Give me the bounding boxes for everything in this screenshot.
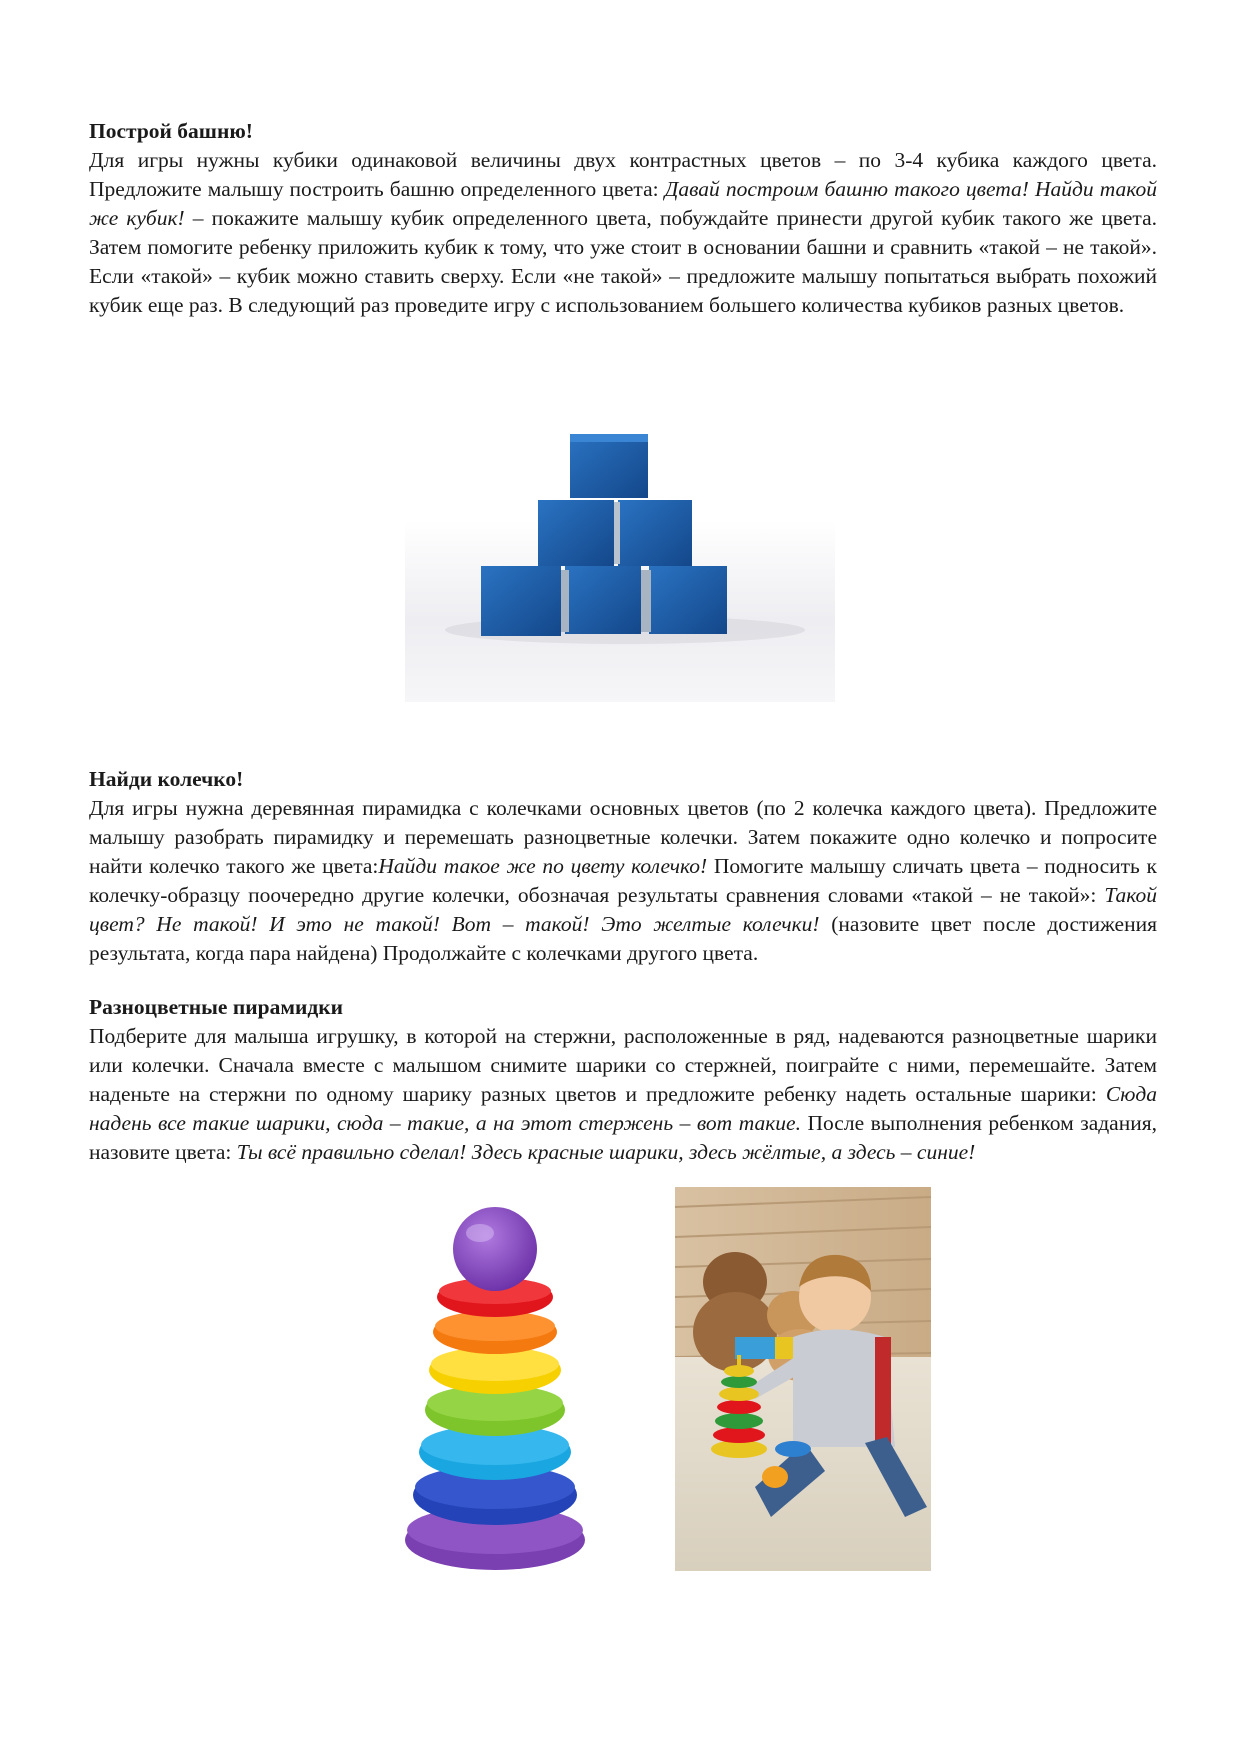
section-title: Разноцветные пирамидки [89, 995, 344, 1019]
section-find-ring [89, 765, 1157, 968]
italic-phrase: Сюда надень все такие шарики, сюда – такие, а на этот стержень – вот такие. [89, 1082, 1157, 1135]
section-title: Найди колечко! [89, 767, 244, 791]
italic-phrase: Давай построим башню такого цвета! Найди такой же кубик! [89, 177, 1157, 230]
section-build-tower [89, 117, 1157, 320]
blue-cubes-image [405, 420, 835, 702]
section-title: Построй башню! [89, 119, 253, 143]
section-paragraph: Для игры нужна деревянная пирамидка с колечками основных цветов (по 2 колечка каждого цвета). Предложите малышу разобрать пирамидку и перемешать разноцветные колечки. Затем покажите одно колечко и попросите найти колечко такого же цвета:Найди такое же по цвету колечко! Помогите малышу сличать цвета – подносить к колечку-образцу поочередно другие колечки, обозначая результаты сравнения словами «такой – не такой»: Такой цвет? Не такой! И это не такой! Вот – такой! Это желтые колечки! (назовите цвет после достижения результата, когда пара найдена) Продолжайте с колечками другого цвета. [89, 796, 1157, 965]
section-paragraph: Подберите для малыша игрушку, в которой на стержни, расположенные в ряд, надеваются разноцветные шарики или колечки. Сначала вместе с малышом снимите шарики со стержней, поиграйте с ними, перемешайте. Затем наденьте на стержни по одному шарику разных цветов и предложите ребенку надеть остальные шарики: Сюда надень все такие шарики, сюда – такие, а на этот стержень – вот такие. После выполнения ребенком задания, назовите цвета: Ты всё правильно сделал! Здесь красные шарики, здесь жёлтые, а здесь – синие! [89, 1024, 1157, 1164]
italic-phrase: Ты всё правильно сделал! Здесь красные шарики, здесь жёлтые, а здесь – синие! [236, 1140, 976, 1164]
child-with-pyramid-image [675, 1187, 931, 1571]
section-paragraph: Для игры нужны кубики одинаковой величины двух контрастных цветов – по 3-4 кубика каждого цвета. Предложите малышу построить башню определенного цвета: Давай построим башню такого цвета! Найди такой же кубик! – покажите малышу кубик определенного цвета, побуждайте принести другой кубик такого же цвета. Затем помогите ребенку приложить кубик к тому, что уже стоит в основании башни и сравнить «такой – не такой». Если «такой» – кубик можно ставить сверху. Если «не такой» – предложите малышу попытаться выбрать похожий кубик еще раз. В следующий раз проведите игру с использованием большего количества кубиков разных цветов. [89, 148, 1157, 317]
ring-pyramid-image [390, 1205, 600, 1575]
italic-phrase: Такой цвет? Не такой! И это не такой! Вот – такой! Это желтые колечки! [89, 883, 1157, 936]
section-colorful-pyramids [89, 993, 1157, 1167]
italic-phrase: Найди такое же по цвету колечко! [378, 854, 708, 878]
